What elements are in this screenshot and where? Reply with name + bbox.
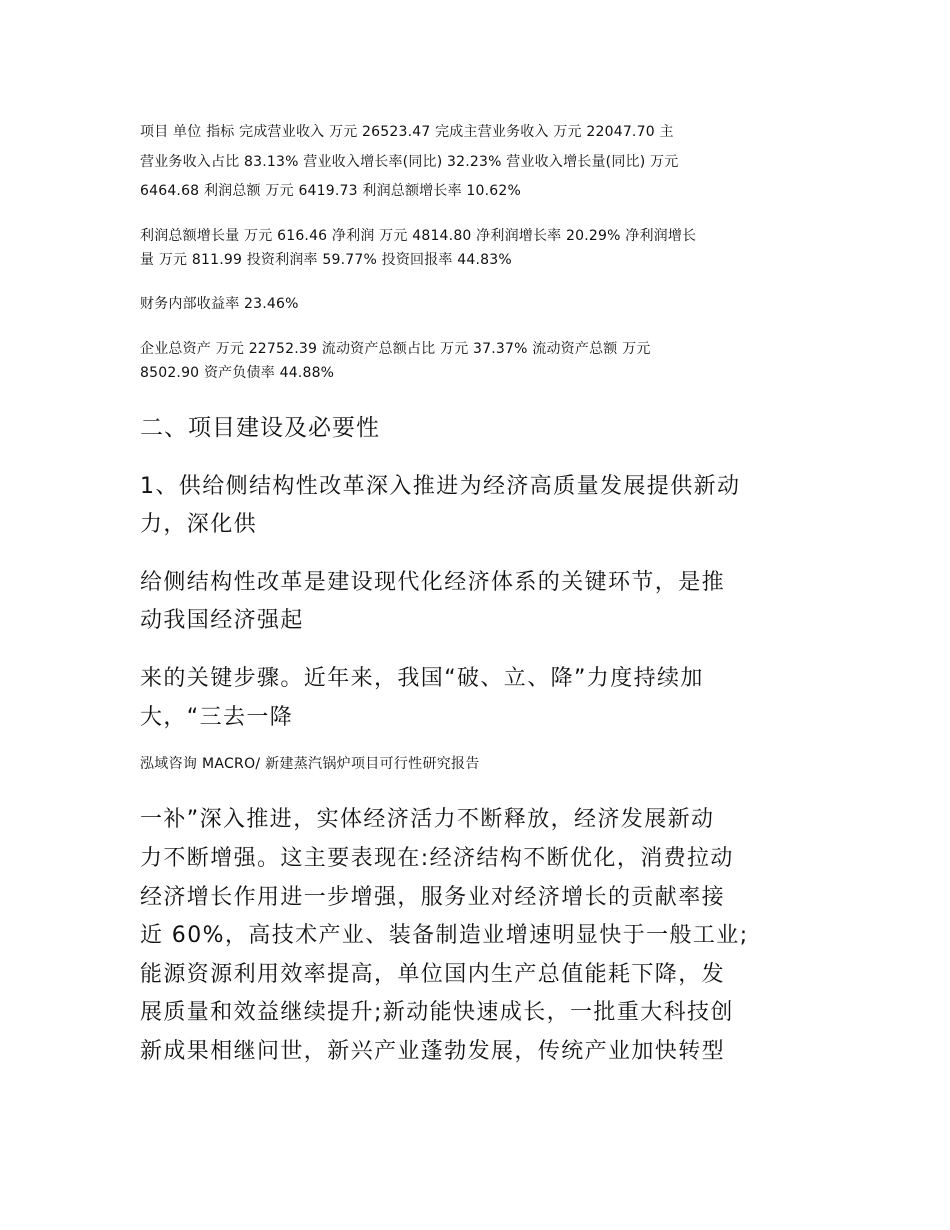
indicator-line: 企业总资产 万元 22752.39 流动资产总额占比 万元 37.37% 流动资产总额 万元 xyxy=(140,341,651,357)
indicator-line: 8502.90 资产负债率 44.88% xyxy=(140,365,335,381)
body-line: 经济增长作用进一步增强，服务业对经济增长的贡献率接 xyxy=(140,885,726,910)
indicator-line: 项目 单位 指标 完成营业收入 万元 26523.47 完成主营业务收入 万元 22047.70 主 xyxy=(140,124,674,140)
indicator-line: 营业务收入占比 83.13% 营业收入增长率(同比) 32.23% 营业收入增长量(同比) 万元 xyxy=(140,154,679,170)
indicator-line: 6464.68 利润总额 万元 6419.73 利润总额增长率 10.62% xyxy=(140,183,522,199)
paragraph-line: 动我国经济强起 xyxy=(140,608,304,633)
indicator-line: 量 万元 811.99 投资利润率 59.77% 投资回报率 44.83% xyxy=(140,252,512,268)
paragraph-line: 给侧结构性改革是建设现代化经济体系的关键环节，是推 xyxy=(140,570,726,595)
subsection-heading-line: 力，深化供 xyxy=(140,512,258,537)
body-line: 展质量和效益继续提升;新动能快速成长，一批重大科技创 xyxy=(140,1000,734,1025)
indicator-line: 财务内部收益率 23.46% xyxy=(140,296,299,312)
subsection-heading-line: 1、供给侧结构性改革深入推进为经济高质量发展提供新动 xyxy=(140,474,741,499)
body-line: 力不断增强。这主要表现在:经济结构不断优化，消费拉动 xyxy=(140,846,734,871)
section-heading: 二、项目建设及必要性 xyxy=(140,415,380,441)
paragraph-line: 来的关键步骤。近年来，我国“破、立、降”力度持续加 xyxy=(140,666,704,691)
running-header: 泓域咨询 MACRO/ 新建蒸汽锅炉项目可行性研究报告 xyxy=(140,756,480,772)
indicator-line: 利润总额增长量 万元 616.46 净利润 万元 4814.80 净利润增长率 20.29% 净利润增长 xyxy=(140,228,697,244)
body-line: 近 60%，高技术产业、装备制造业增速明显快于一般工业; xyxy=(140,923,749,948)
body-line: 新成果相继问世，新兴产业蓬勃发展，传统产业加快转型 xyxy=(140,1039,726,1064)
paragraph-line: 大，“三去一降 xyxy=(140,705,294,730)
body-line: 能源资源利用效率提高，单位国内生产总值能耗下降，发 xyxy=(140,962,726,987)
body-line: 一补”深入推进，实体经济活力不断释放，经济发展新动 xyxy=(140,807,715,832)
